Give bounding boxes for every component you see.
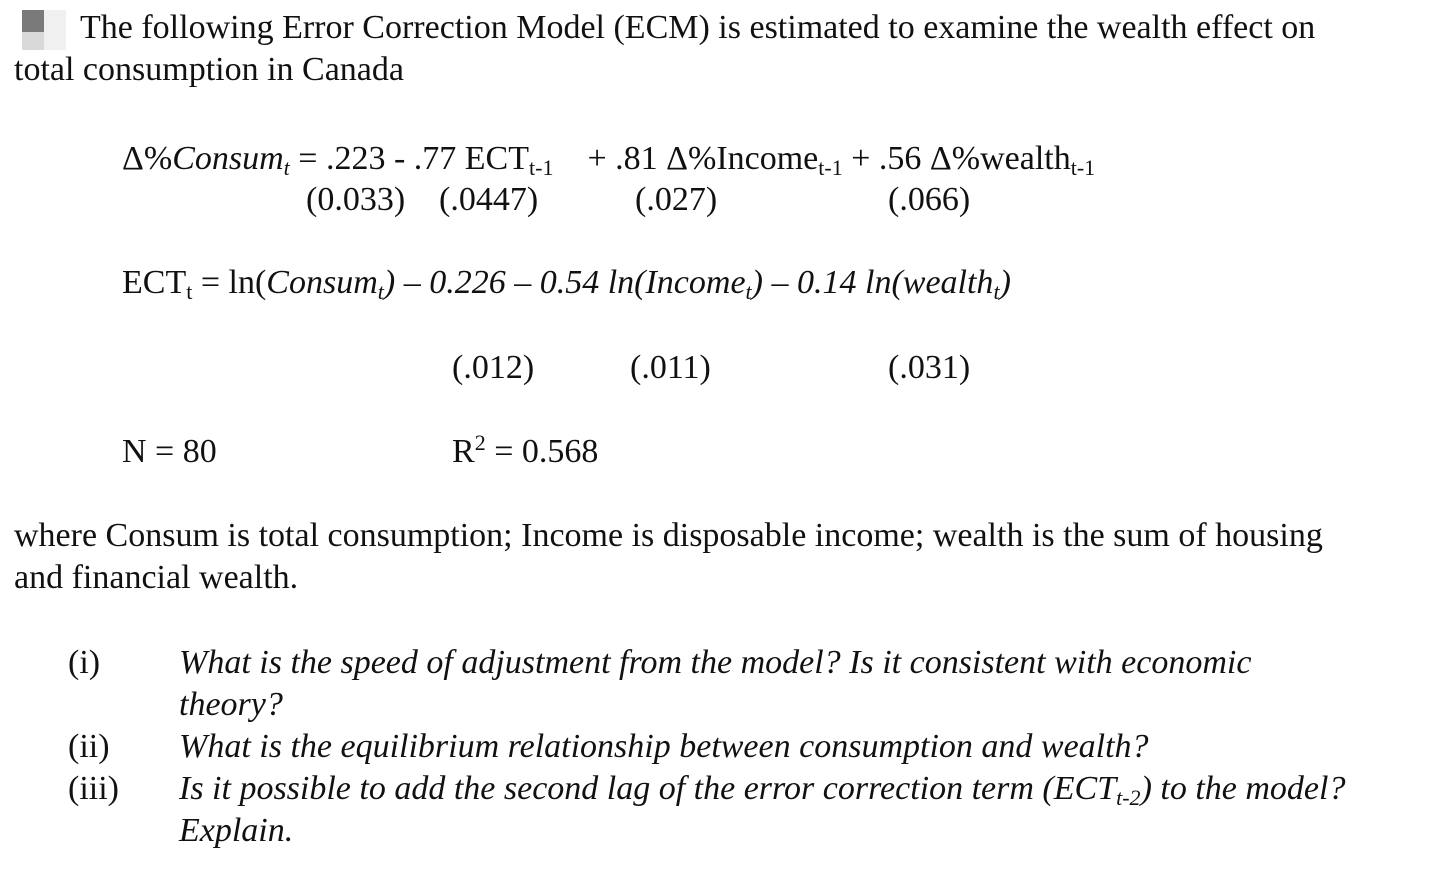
consum-var: Consum (172, 140, 284, 177)
question-2-number: (ii) (68, 728, 110, 765)
wealth-subscript: t-1 (1070, 155, 1096, 180)
delta-percent: Δ% (122, 140, 173, 177)
consum-var-2: Consum (266, 264, 378, 301)
r-squared (452, 430, 599, 470)
question-3-line-2: Explain. (179, 812, 294, 849)
se-ect: (.0447) (439, 181, 539, 218)
wealth-coef: ) – 0.14 ln(wealth (751, 264, 994, 301)
question-2-line-1: What is the equilibrium relationship between consumption and wealth? (179, 728, 1149, 765)
se-income: (.027) (635, 181, 718, 218)
income-subscript-2: t (745, 279, 752, 304)
intro-line-2: total consumption in Canada (14, 51, 404, 88)
r-value: = 0.568 (485, 433, 599, 470)
intro-line-1: The following Error Correction Model (ECM) is estimated to examine the wealth effect on (80, 9, 1316, 46)
se-eq2-wealth: (.031) (888, 349, 971, 386)
se-eq2-income: (.011) (630, 349, 711, 386)
income-coef: ) – 0.226 – 0.54 ln(Income (383, 264, 746, 301)
close-paren: ) (999, 264, 1011, 301)
question-1-line-2: theory? (179, 686, 283, 723)
question-3-number: (iii) (68, 770, 119, 807)
eq1-wealth-term: + .56 Δ%wealth (842, 140, 1071, 177)
consum-subscript: t (283, 155, 290, 180)
ect-t-subscript: t (186, 279, 193, 304)
income-subscript: t-1 (818, 155, 843, 180)
question-3-text-b: ) to the model? (1140, 770, 1346, 807)
ect-subscript: t-1 (529, 155, 554, 180)
question-1-number: (i) (68, 644, 101, 681)
sample-size: N = 80 (122, 433, 217, 470)
se-eq2-constant: (.012) (452, 349, 535, 386)
ln-open: = ln( (192, 264, 267, 301)
se-constant: (0.033) (306, 181, 406, 218)
eq1-income-term: + .81 Δ%Income (587, 140, 819, 177)
where-line-1: where Consum is total consumption; Income is disposable income; wealth is the sum of housing (14, 517, 1323, 554)
r-exponent: 2 (474, 430, 486, 455)
wealth-subscript-2: t (993, 279, 1000, 304)
ect-equation (122, 264, 1011, 304)
se-wealth: (.066) (888, 181, 971, 218)
question-3-text-a: Is it possible to add the second lag of the error correction term (ECT (179, 770, 1117, 807)
question-1-line-1: What is the speed of adjustment from the model? Is it consistent with economic (179, 644, 1252, 681)
consum-subscript-2: t (377, 279, 384, 304)
where-line-2: and financial wealth. (14, 559, 299, 596)
ecm-equation (122, 140, 1096, 180)
question-3-line-1 (179, 770, 1346, 810)
eq1-constant-ect: = .223 - .77 ECT (289, 140, 529, 177)
r-base: R (452, 433, 475, 470)
ect-t2-subscript: t-2 (1116, 785, 1141, 810)
ect-label: ECT (122, 264, 187, 301)
